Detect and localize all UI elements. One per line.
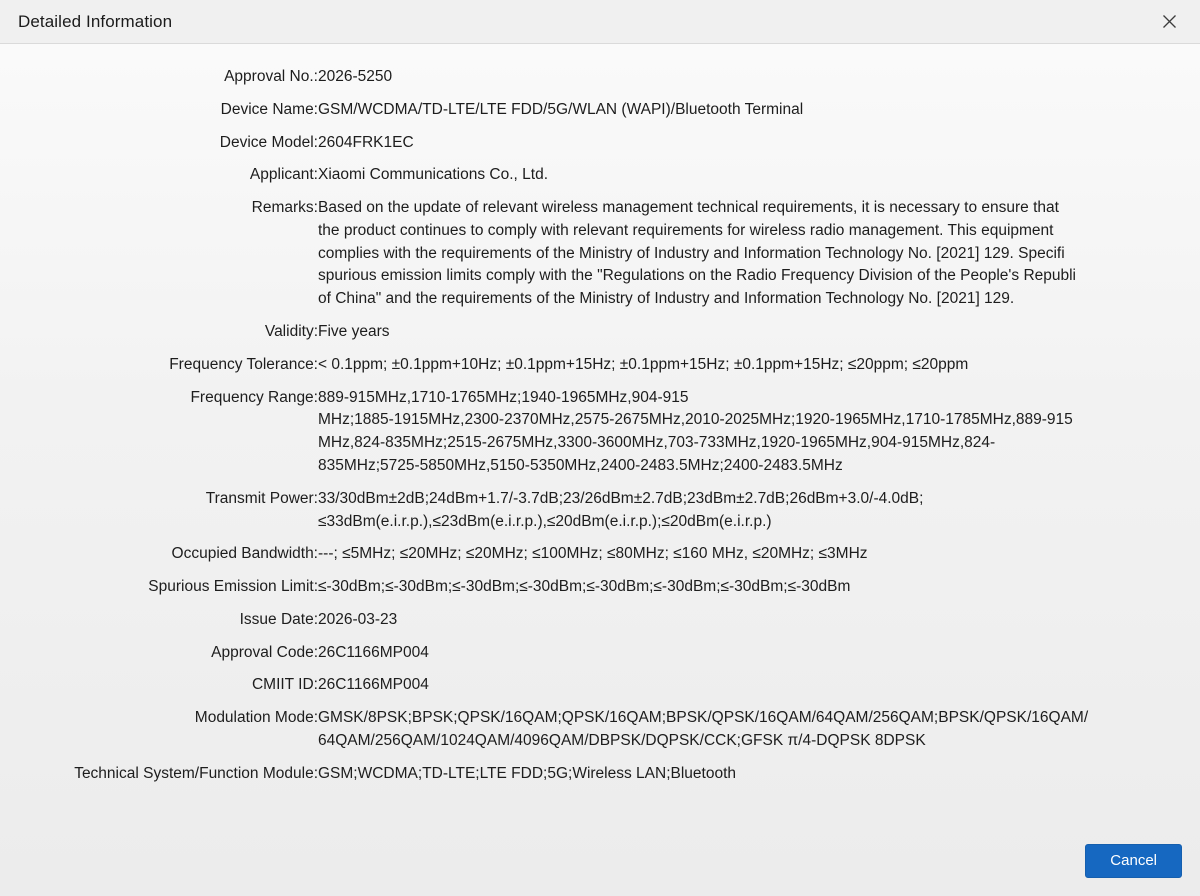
dialog-title: Detailed Information — [18, 11, 173, 31]
detail-value — [318, 132, 1200, 165]
detail-row — [0, 576, 1200, 609]
detail-value-line: 33/30dBm±2dB;24dBm+1.7/-3.7dB;23/26dBm±2.7dB;23dBm±2.7dB;26dBm+3.0/-4.0dB; — [318, 489, 924, 507]
detail-value-line: Based on the update of relevant wireless management technical requirements, it is necessary to ensure that — [318, 199, 1059, 217]
detail-value-line: Xiaomi Communications Co., Ltd. — [318, 166, 549, 184]
detail-label: Modulation Mode: — [194, 709, 318, 727]
detail-row — [0, 164, 1200, 197]
detail-value-line: 2026-03-23 — [318, 610, 398, 628]
close-icon[interactable] — [1152, 7, 1186, 37]
detail-row — [0, 763, 1200, 796]
details-table — [0, 66, 1200, 796]
detail-value-line: MHz,824-835MHz;2515-2675MHz,3300-3600MHz,703-733MHz,1920-1965MHz,904-915MHz,824- — [318, 434, 996, 452]
detail-label: Applicant: — [249, 166, 318, 184]
detail-row — [0, 197, 1200, 321]
detail-label: Occupied Bandwidth: — [171, 545, 318, 563]
detail-value-line: spurious emission limits comply with the "Regulations on the Radio Frequency Division of the People's Republi — [318, 267, 1077, 285]
detail-label: Approval No.: — [224, 68, 318, 85]
detail-label: CMIIT ID: — [251, 676, 318, 694]
detail-value — [318, 321, 1200, 354]
detail-value — [318, 99, 1200, 132]
detail-value-line: Five years — [318, 323, 390, 341]
detail-label: Technical System/Function Module: — [74, 764, 318, 782]
detail-value — [318, 488, 1200, 544]
detail-value-line: ≤-30dBm;≤-30dBm;≤-30dBm;≤-30dBm;≤-30dBm;≤-30dBm;≤-30dBm;≤-30dBm — [318, 578, 851, 596]
detail-value-line: ≤33dBm(e.i.r.p.),≤23dBm(e.i.r.p.),≤20dBm(e.i.r.p.);≤20dBm(e.i.r.p.) — [318, 512, 772, 530]
detail-value — [318, 707, 1200, 763]
detail-value-line: the product continues to comply with relevant requirements for wireless radio management. This equipment — [318, 221, 1054, 239]
detail-label: Approval Code: — [211, 643, 318, 661]
detail-value-line: complies with the requirements of the Ministry of Industry and Information Technology No. [2021] 129. Specifi — [318, 244, 1065, 262]
detail-label: Transmit Power: — [205, 489, 318, 507]
detail-row — [0, 99, 1200, 132]
detail-value — [318, 543, 1200, 576]
detail-row — [0, 609, 1200, 642]
detail-value-line: 26C1166MP004 — [318, 676, 429, 694]
detail-row — [0, 543, 1200, 576]
detail-value — [318, 674, 1200, 707]
detail-row — [0, 642, 1200, 675]
detail-row — [0, 354, 1200, 387]
detail-label: Frequency Range: — [190, 388, 318, 406]
detail-row — [0, 321, 1200, 354]
detail-value — [318, 197, 1200, 321]
detail-row — [0, 132, 1200, 165]
details-content — [0, 44, 1200, 838]
detail-row — [0, 387, 1200, 488]
detail-label: Device Model: — [219, 133, 318, 151]
detail-value-line: 889-915MHz,1710-1765MHz;1940-1965MHz,904-915 — [318, 388, 689, 406]
detail-label: Frequency Tolerance: — [169, 355, 318, 373]
detail-value-line: ---; ≤5MHz; ≤20MHz; ≤20MHz; ≤100MHz; ≤80MHz; ≤160 MHz, ≤20MHz; ≤3MHz — [318, 545, 868, 563]
detail-row — [0, 674, 1200, 707]
detail-value-line: 26C1166MP004 — [318, 643, 429, 661]
detail-value — [318, 354, 1200, 387]
detail-value-line: 2026-5250 — [318, 68, 393, 85]
detail-value-line: of China" and the requirements of the Ministry of Industry and Information Technology No. [2021] 129. — [318, 290, 1015, 308]
dialog-footer — [0, 838, 1200, 896]
detail-label: Device Name: — [220, 100, 318, 118]
detail-value-line: 835MHz;5725-5850MHz,5150-5350MHz,2400-2483.5MHz;2400-2483.5MHz — [318, 456, 843, 474]
dialog-titlebar — [0, 0, 1200, 44]
cancel-button[interactable]: Cancel — [1085, 844, 1182, 878]
detail-row — [0, 66, 1200, 99]
detail-value — [318, 642, 1200, 675]
detail-value-line: 64QAM/256QAM/1024QAM/4096QAM/DBPSK/DQPSK/CCK;GFSK π/4-DQPSK 8DPSK — [318, 731, 926, 749]
detail-value — [318, 66, 1200, 99]
detail-value — [318, 763, 1200, 796]
detail-value-line: GSM;WCDMA;TD-LTE;LTE FDD;5G;Wireless LAN;Bluetooth — [318, 764, 737, 782]
detail-value — [318, 387, 1200, 488]
detail-value-line: GMSK/8PSK;BPSK;QPSK/16QAM;QPSK/16QAM;BPSK/QPSK/16QAM/64QAM/256QAM;BPSK/QPSK/16QAM/ — [318, 709, 1089, 727]
detail-value-line: 2604FRK1EC — [318, 133, 414, 151]
detail-label: Issue Date: — [239, 610, 318, 628]
detail-value — [318, 609, 1200, 642]
detail-value-line: MHz;1885-1915MHz,2300-2370MHz,2575-2675MHz,2010-2025MHz;1920-1965MHz,1710-1785MHz,889-915 — [318, 411, 1073, 429]
detail-value-line: < 0.1ppm; ±0.1ppm+10Hz; ±0.1ppm+15Hz; ±0.1ppm+15Hz; ±0.1ppm+15Hz; ≤20ppm; ≤20ppm — [318, 355, 969, 373]
detail-value — [318, 576, 1200, 609]
detail-row — [0, 707, 1200, 763]
detail-value-line: GSM/WCDMA/TD-LTE/LTE FDD/5G/WLAN (WAPI)/Bluetooth Terminal — [318, 100, 804, 118]
detail-label: Spurious Emission Limit: — [148, 578, 318, 596]
detail-value — [318, 164, 1200, 197]
detail-row — [0, 488, 1200, 544]
detail-label: Remarks: — [251, 199, 318, 217]
detail-label: Validity: — [264, 323, 318, 341]
